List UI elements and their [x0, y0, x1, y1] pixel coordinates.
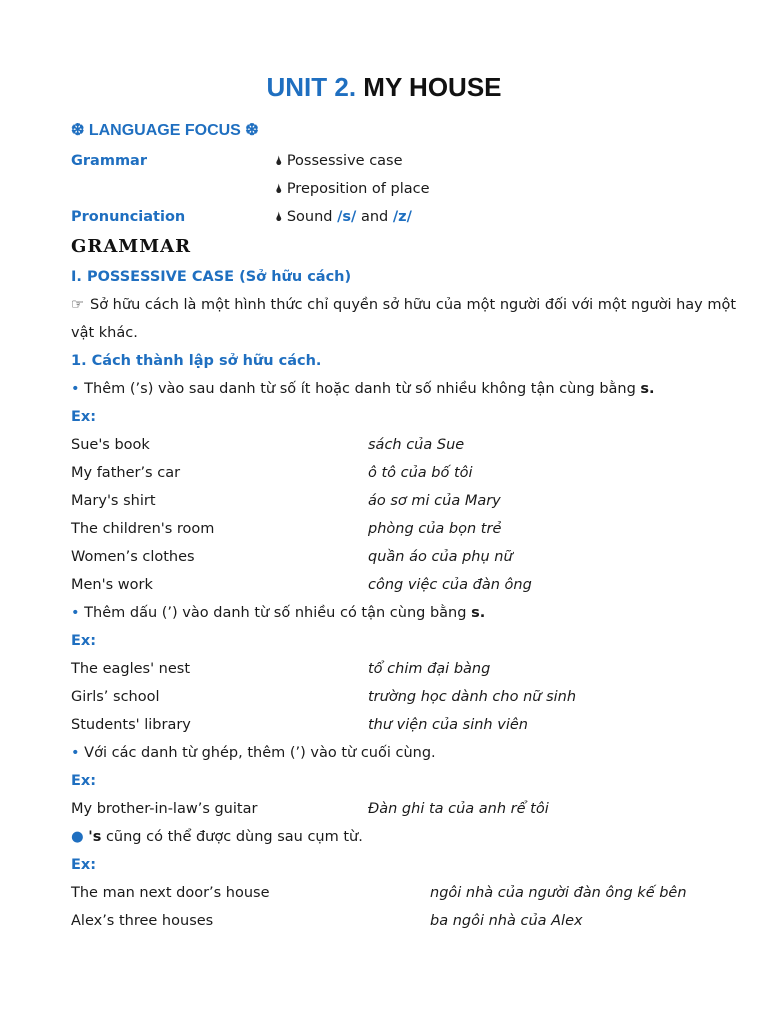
unit-name: MY HOUSE [363, 72, 502, 102]
rule-2: • Thêm dấu (’) vào danh từ số nhiều có tận cùng bằng s. [71, 605, 486, 621]
grammar-item-1: 🌢 Possessive case [275, 153, 403, 169]
grammar-row [71, 153, 403, 169]
bullet-icon: • [71, 745, 80, 761]
example-row: Men's work công việc của đàn ông [71, 577, 532, 593]
subsection-heading: 1. Cách thành lập sở hữu cách. [71, 353, 322, 369]
example-row: The children's room phòng của bọn trẻ [71, 521, 502, 537]
pronunciation-row [71, 209, 412, 225]
grammar-label: Grammar [71, 153, 147, 169]
rule-3: • Với các danh từ ghép, thêm (’) vào từ cuối cùng. [71, 745, 436, 761]
ex-label: Ex: [71, 857, 97, 873]
bullet-icon: • [71, 381, 80, 397]
page-title [0, 72, 768, 103]
pronunciation-item: 🌢 Sound /s/ and /z/ [275, 209, 412, 225]
example-row: The man next door’s house ngôi nhà của người đàn ông kế bên [71, 885, 687, 901]
hand-pointer-icon: ☞ [71, 297, 84, 313]
ex-label: Ex: [71, 773, 97, 789]
example-row: Students' library thư viện của sinh viên [71, 717, 528, 733]
ex-label: Ex: [71, 633, 97, 649]
rule-4: ● 's cũng có thể được dùng sau cụm từ. [71, 829, 363, 845]
bullet-icon: • [71, 605, 80, 621]
grammar-item-2: 🌢 Preposition of place [275, 181, 430, 197]
unit-number: UNIT 2. [266, 72, 357, 102]
ex-label: Ex: [71, 409, 97, 425]
droplet-icon: 🌢 [275, 210, 283, 225]
intro-line-2: vật khác. [71, 325, 138, 341]
language-focus-heading: ❆ LANGUAGE FOCUS ❆ [71, 122, 259, 139]
bullet-icon: ● [71, 829, 84, 845]
droplet-icon: 🌢 [275, 182, 283, 197]
rule-1: • Thêm (’s) vào sau danh từ số ít hoặc danh từ số nhiều không tận cùng bằng s. [71, 381, 655, 397]
example-row: Women’s clothes quần áo của phụ nữ [71, 549, 513, 565]
example-row: Sue's book sách của Sue [71, 437, 465, 453]
example-row: Mary's shirt áo sơ mi của Mary [71, 493, 501, 509]
pronunciation-label: Pronunciation [71, 209, 186, 225]
example-row: The eagles' nest tổ chim đại bàng [71, 661, 491, 677]
intro-line-1: ☞ Sở hữu cách là một hình thức chỉ quyền sở hữu của một người đối với một người hay một [71, 297, 737, 313]
example-row: Alex’s three houses ba ngôi nhà của Alex [71, 913, 583, 929]
example-row: My brother-in-law’s guitar Đàn ghi ta của anh rể tôi [71, 801, 549, 817]
droplet-icon: 🌢 [275, 154, 283, 169]
example-row: My father’s car ô tô của bố tôi [71, 465, 473, 481]
section-heading: I. POSSESSIVE CASE (Sở hữu cách) [71, 269, 352, 285]
example-row: Girls’ school trường học dành cho nữ sinh [71, 689, 577, 705]
grammar-heading: GRAMMAR [71, 236, 192, 257]
